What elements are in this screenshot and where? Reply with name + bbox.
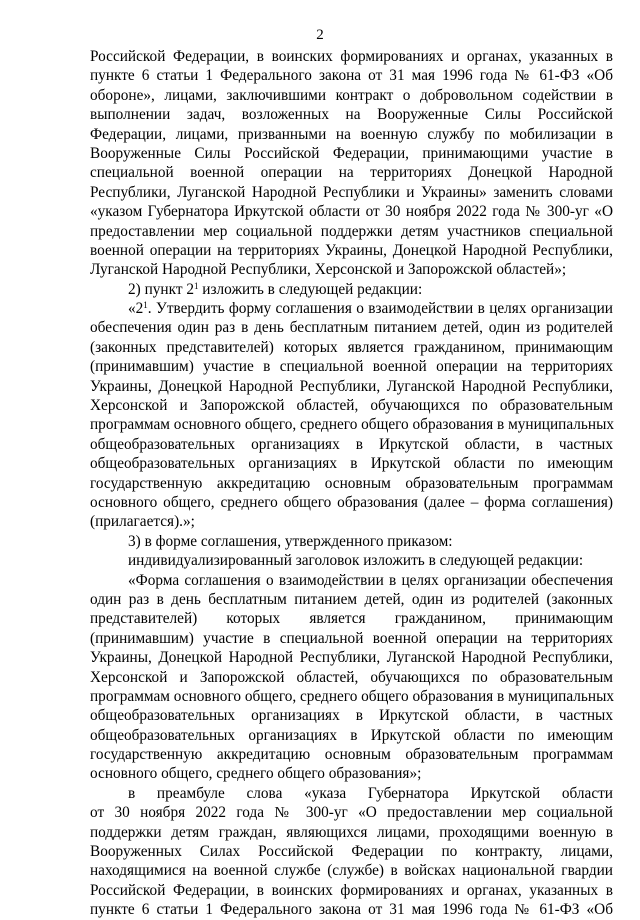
text-line: предоставлении мер социальной поддержки детям участников специальной	[90, 222, 613, 240]
text-line: Вооруженных Силах Российской Федерации по контракту, лицами,	[90, 843, 613, 861]
text-run: «2	[128, 300, 144, 318]
text-line: в преамбуле слова «указа Губернатора Иркутской области	[128, 784, 613, 802]
text-line: Российской Федерации, в воинских формированиях и органах, указанных в	[90, 881, 613, 899]
text-line: Федерации, лицами, призванными на военную службу по мобилизации в	[90, 125, 613, 143]
text-line: общеобразовательных организациях в Иркутской области по имеющим	[90, 455, 613, 473]
text-line: Республики, Луганской Народной Республики и Украины» заменить словами	[90, 183, 613, 201]
text-line: (принимавшим) участие в специальной военной операции на территориях	[90, 358, 613, 376]
text-line: общеобразовательных организациях в Иркутской области, в частных	[90, 435, 613, 453]
text-line: выполнении задач, возложенных на Вооруженные Силы Российской	[90, 106, 613, 124]
text-line: военной операции на территориях Украины, Донецкой Народной Республики,	[90, 241, 613, 259]
text-line: «указом Губернатора Иркутской области от 30 ноября 2022 года № 300-уг «О	[90, 203, 613, 221]
text-line: представителей) которых является гражданином, принимающим	[90, 610, 613, 628]
text-line: программам основного общего, среднего общего образования в муниципальных	[90, 416, 614, 434]
text-run: 2) пункт 2	[128, 280, 194, 298]
superscript: 1	[193, 280, 199, 291]
text-line: общеобразовательных организациях в Иркутской области, в частных	[90, 707, 613, 725]
text-line	[90, 280, 613, 299]
text-line: обороне», лицами, заключившими контракт о добровольном содействии в	[90, 86, 613, 104]
text-run: . Утвердить форму соглашения о взаимодействии в целях организации	[147, 300, 613, 318]
text-line: индивидуализированный заголовок изложить в следующей редакции:	[128, 552, 584, 570]
text-line: государственную аккредитацию основным образовательным программам	[90, 746, 613, 764]
text-line: Российской Федерации, в воинских формированиях и органах, указанных в	[90, 48, 613, 65]
document-body	[90, 47, 613, 920]
text-line: основного общего, среднего общего образования»;	[90, 765, 422, 783]
text-line: обеспечения один раз в день бесплатным питанием детей, один из родителей	[90, 319, 613, 337]
text-line: основного общего, среднего общего образования (далее – форма соглашения)	[90, 493, 613, 511]
text-line: Херсонской и Запорожской областей, обучающихся по образовательным	[90, 397, 613, 415]
text-line: Украины, Донецкой Народной Республики, Луганской Народной Республики,	[90, 649, 613, 667]
text-line: государственную аккредитацию основным образовательным программам	[90, 474, 613, 492]
text-line: от 30 ноября 2022 года № 300-уг «О предоставлении мер социальной	[90, 804, 613, 822]
text-line: Украины, Донецкой Народной Республики, Луганской Народной Республики,	[90, 377, 613, 395]
text-line: поддержки детям граждан, являющихся лицами, проходящими военную в	[90, 823, 613, 841]
text-line: (прилагается).»;	[90, 513, 195, 531]
text-line: программам основного общего, среднего общего образования в муниципальных	[90, 687, 614, 705]
text-line: Вооруженные Силы Российской Федерации, принимающими участие в	[90, 144, 613, 162]
text-line: «Форма соглашения о взаимодействии в целях организации обеспечения	[128, 571, 613, 589]
text-line	[90, 299, 613, 318]
text-line: Луганской Народной Республики, Херсонской и Запорожской областей»;	[90, 261, 567, 279]
text-line: пункте 6 статьи 1 Федерального закона от 31 мая 1996 года № 61-ФЗ «Об	[90, 67, 613, 85]
text-line: находящимися на военной службе (службе) в войсках национальной гвардии	[90, 862, 613, 880]
text-line: специальной военной операции на территориях Донецкой Народной	[90, 164, 613, 182]
text-line: один раз в день бесплатным питанием детей, один из родителей (законных	[90, 590, 613, 608]
text-line: пункте 6 статьи 1 Федерального закона от 31 мая 1996 года № 61-ФЗ «Об	[90, 901, 613, 919]
superscript: 1	[143, 300, 148, 311]
text-line: (законных представителей) которых является гражданином, принимающим	[90, 338, 613, 356]
page-number: 2	[316, 27, 324, 43]
text-line: 3) в форме соглашения, утвержденного приказом:	[128, 532, 453, 550]
text-line: (принимавшим) участие в специальной военной операции на территориях	[90, 629, 613, 647]
text-line: Херсонской и Запорожской областей, обучающихся по образовательным	[90, 668, 613, 686]
text-run: изложить в следующей редакции:	[198, 280, 423, 298]
text-line: общеобразовательных организациях в Иркутской области по имеющим	[90, 726, 613, 744]
